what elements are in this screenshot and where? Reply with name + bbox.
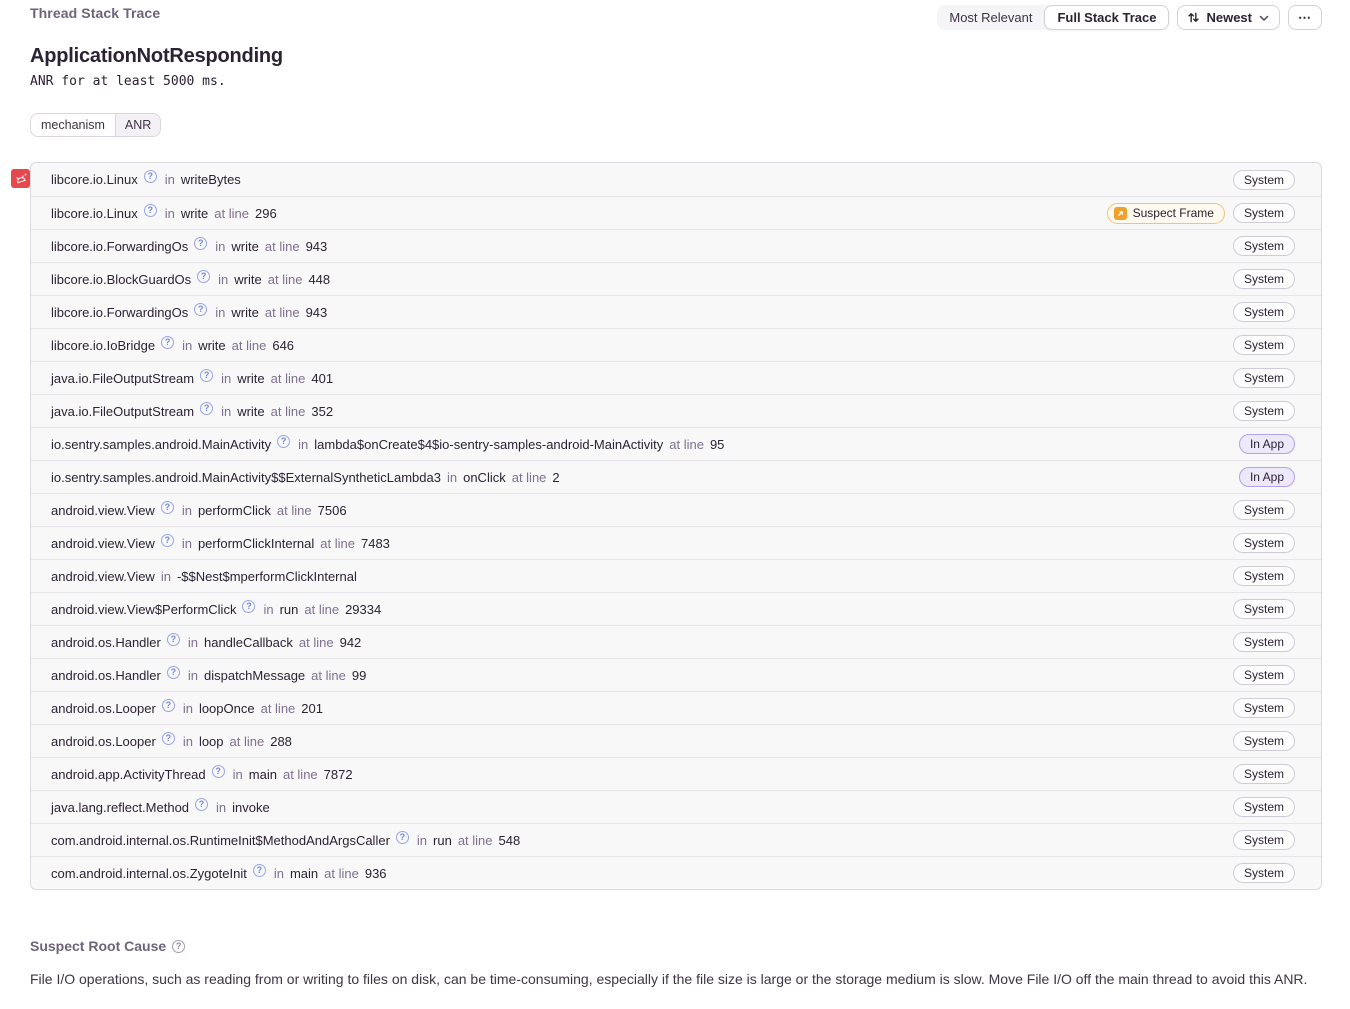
stack-frame-row[interactable] bbox=[31, 724, 1321, 757]
frame-function: performClickInternal bbox=[197, 535, 315, 551]
frame-help-icon[interactable]: ? bbox=[194, 237, 207, 250]
frame-module: com.android.internal.os.ZygoteInit bbox=[51, 865, 247, 881]
frame-badges bbox=[1233, 170, 1309, 190]
frame-info bbox=[51, 732, 292, 751]
frame-atline-label: at line bbox=[457, 832, 493, 848]
frame-package-badge: In App bbox=[1239, 434, 1295, 454]
tag-value[interactable]: ANR bbox=[115, 114, 160, 136]
frame-package-badge: System bbox=[1233, 170, 1295, 190]
frame-help-icon[interactable]: ? bbox=[253, 864, 266, 877]
frame-line: 943 bbox=[305, 304, 328, 320]
panel-header bbox=[30, 5, 1322, 30]
frame-in-label: in bbox=[182, 733, 193, 749]
stack-frame-row[interactable] bbox=[31, 493, 1321, 526]
frame-function: write bbox=[234, 271, 262, 287]
frame-module: android.view.View bbox=[51, 568, 155, 584]
frame-module: android.os.Looper bbox=[51, 733, 156, 749]
frame-in-label: in bbox=[215, 238, 226, 254]
frame-package-badge: System bbox=[1233, 500, 1295, 520]
frame-badges bbox=[1233, 566, 1309, 586]
suspect-root-cause-section bbox=[30, 938, 1322, 989]
frame-badges bbox=[1233, 401, 1309, 421]
frame-info bbox=[51, 666, 366, 685]
frame-atline-label: at line bbox=[669, 436, 704, 452]
frame-package-badge: System bbox=[1233, 236, 1295, 256]
frame-badges bbox=[1233, 698, 1309, 718]
frame-info bbox=[51, 765, 353, 784]
frame-line: 352 bbox=[311, 403, 334, 419]
frame-function: run bbox=[433, 832, 452, 848]
frame-package-badge: System bbox=[1233, 533, 1295, 553]
frame-atline-label: at line bbox=[320, 535, 355, 551]
frame-module: libcore.io.Linux bbox=[51, 205, 138, 221]
toggle-full-stack-trace[interactable]: Full Stack Trace bbox=[1044, 5, 1169, 30]
frame-module: android.app.ActivityThread bbox=[51, 766, 206, 782]
frame-module: android.view.View$PerformClick bbox=[51, 601, 237, 617]
frame-atline-label: at line bbox=[231, 337, 267, 353]
frame-line: 201 bbox=[301, 700, 323, 716]
frame-atline-label: at line bbox=[282, 766, 318, 782]
frame-package-badge: System bbox=[1233, 797, 1295, 817]
frame-line: 296 bbox=[255, 205, 277, 221]
frame-module: java.io.FileOutputStream bbox=[51, 370, 195, 386]
frame-info bbox=[51, 501, 347, 520]
root-cause-help-icon[interactable]: ? bbox=[172, 940, 185, 953]
frame-package-badge: System bbox=[1233, 203, 1295, 223]
frame-badges bbox=[1233, 599, 1309, 619]
header-controls bbox=[937, 5, 1322, 30]
frame-badges bbox=[1233, 335, 1309, 355]
tags-row bbox=[30, 113, 1322, 137]
frame-line: 646 bbox=[272, 337, 295, 353]
frame-function: performClick bbox=[197, 502, 271, 518]
frame-in-label: in bbox=[221, 403, 232, 419]
frame-badges bbox=[1233, 533, 1309, 553]
frame-in-label: in bbox=[263, 601, 274, 617]
frame-module: android.view.View bbox=[51, 535, 155, 551]
frame-help-icon[interactable]: ? bbox=[144, 204, 157, 217]
frame-help-icon[interactable]: ? bbox=[162, 732, 175, 745]
frame-in-label: in bbox=[187, 634, 198, 650]
frame-function: lambda$onCreate$4$io-sentry-samples-android-MainActivity bbox=[314, 436, 664, 452]
frame-in-label: in bbox=[215, 304, 226, 320]
frame-in-label: in bbox=[164, 205, 175, 221]
frame-atline-label: at line bbox=[267, 271, 303, 287]
frame-line: 7483 bbox=[360, 535, 390, 551]
frame-package-badge: System bbox=[1233, 401, 1295, 421]
tag-key[interactable]: mechanism bbox=[31, 114, 115, 136]
panel-title: Thread Stack Trace bbox=[30, 5, 161, 21]
frame-line: 936 bbox=[364, 865, 387, 881]
frame-package-badge: System bbox=[1233, 731, 1295, 751]
frame-badges bbox=[1233, 731, 1309, 751]
frame-atline-label: at line bbox=[511, 469, 547, 485]
sort-arrows-icon bbox=[1187, 11, 1200, 24]
frame-help-icon[interactable]: ? bbox=[161, 501, 174, 514]
frame-atline-label: at line bbox=[324, 865, 359, 881]
ellipsis-icon: ⋯ bbox=[1298, 9, 1312, 25]
frame-info bbox=[51, 470, 560, 485]
frame-package-badge: System bbox=[1233, 269, 1295, 289]
frame-info bbox=[51, 369, 333, 388]
frame-function: invoke bbox=[232, 799, 270, 815]
frame-help-icon[interactable]: ? bbox=[161, 336, 174, 349]
frame-in-label: in bbox=[216, 799, 227, 815]
frame-line: 448 bbox=[308, 271, 331, 287]
frame-badges bbox=[1233, 236, 1309, 256]
frame-in-label: in bbox=[273, 865, 284, 881]
frame-module: android.os.Handler bbox=[51, 634, 161, 650]
android-anr-icon bbox=[11, 169, 30, 188]
frame-help-icon[interactable]: ? bbox=[197, 270, 210, 283]
frame-function: write bbox=[237, 403, 265, 419]
frame-badges bbox=[1233, 269, 1309, 289]
frame-function: main bbox=[289, 865, 319, 881]
frame-in-label: in bbox=[182, 337, 193, 353]
frame-line: 942 bbox=[339, 634, 362, 650]
stack-frame-row[interactable] bbox=[31, 691, 1321, 724]
frame-atline-label: at line bbox=[264, 304, 300, 320]
frame-help-icon[interactable]: ? bbox=[195, 798, 208, 811]
frame-package-badge: System bbox=[1233, 368, 1295, 388]
frame-line: 7872 bbox=[323, 766, 353, 782]
frame-atline-label: at line bbox=[229, 733, 265, 749]
frame-package-badge: System bbox=[1233, 863, 1295, 883]
frame-info bbox=[51, 633, 361, 652]
frame-help-icon[interactable]: ? bbox=[242, 600, 255, 613]
frame-atline-label: at line bbox=[270, 403, 306, 419]
frame-badges bbox=[1233, 764, 1309, 784]
frame-atline-label: at line bbox=[298, 634, 334, 650]
frame-info bbox=[51, 170, 241, 189]
chevron-down-icon bbox=[1258, 12, 1270, 24]
frame-in-label: in bbox=[187, 667, 198, 683]
frame-function: loopOnce bbox=[198, 700, 255, 716]
frame-function: -$$Nest$mperformClickInternal bbox=[176, 568, 357, 584]
frame-line: 288 bbox=[270, 733, 292, 749]
frame-function: run bbox=[279, 601, 299, 617]
frame-in-label: in bbox=[181, 535, 192, 551]
frame-line: 29334 bbox=[345, 601, 382, 617]
frame-badges bbox=[1233, 500, 1309, 520]
frame-in-label: in bbox=[218, 271, 229, 287]
frame-info bbox=[51, 435, 724, 454]
suspect-root-cause-description: File I/O operations, such as reading from or writing to files on disk, can be time-consuming, especially if the file size is large or the storage medium is slow. Move File I/O off the main thread to avoid this ANR. bbox=[30, 971, 1308, 987]
stack-frame-row[interactable] bbox=[31, 592, 1321, 625]
stack-frame-row[interactable] bbox=[31, 856, 1321, 889]
stack-frame-row[interactable] bbox=[31, 394, 1321, 427]
frame-module: io.sentry.samples.android.MainActivity$$ExternalSyntheticLambda3 bbox=[51, 469, 441, 485]
frame-info bbox=[51, 270, 330, 289]
frame-package-badge: System bbox=[1233, 335, 1295, 355]
frame-help-icon[interactable]: ? bbox=[396, 831, 409, 844]
view-toggle bbox=[937, 5, 1169, 30]
sort-newest-button[interactable] bbox=[1177, 5, 1280, 30]
frame-package-badge: System bbox=[1233, 698, 1295, 718]
frame-atline-label: at line bbox=[264, 238, 300, 254]
frame-info bbox=[51, 303, 327, 322]
frame-module: io.sentry.samples.android.MainActivity bbox=[51, 436, 272, 452]
frame-function: loop bbox=[198, 733, 224, 749]
frame-badges bbox=[1239, 467, 1309, 487]
stack-frame-row[interactable] bbox=[31, 559, 1321, 592]
frame-help-icon[interactable]: ? bbox=[277, 435, 290, 448]
frame-in-label: in bbox=[221, 370, 232, 386]
frame-info bbox=[51, 237, 327, 256]
frame-badges bbox=[1233, 632, 1309, 652]
frame-badges bbox=[1239, 434, 1309, 454]
frame-line: 548 bbox=[498, 832, 521, 848]
stack-frame-row[interactable] bbox=[31, 526, 1321, 559]
frame-atline-label: at line bbox=[270, 370, 306, 386]
stack-frame-row[interactable] bbox=[31, 295, 1321, 328]
frame-help-icon[interactable]: ? bbox=[161, 534, 174, 547]
frame-help-icon[interactable]: ? bbox=[162, 699, 175, 712]
frame-module: android.view.View bbox=[51, 502, 155, 518]
frame-info bbox=[51, 534, 390, 553]
frame-in-label: in bbox=[160, 568, 171, 584]
frame-module: java.io.FileOutputStream bbox=[51, 403, 195, 419]
stack-frame-row[interactable] bbox=[31, 361, 1321, 394]
frame-info bbox=[51, 569, 357, 584]
frame-badges bbox=[1233, 830, 1309, 850]
frame-atline-label: at line bbox=[311, 667, 346, 683]
frame-help-icon[interactable]: ? bbox=[144, 170, 157, 183]
frame-info bbox=[51, 336, 294, 355]
stack-frame-row[interactable] bbox=[31, 229, 1321, 262]
stack-frame-row[interactable] bbox=[31, 427, 1321, 460]
frame-help-icon[interactable]: ? bbox=[167, 666, 180, 679]
frame-in-label: in bbox=[182, 700, 193, 716]
frame-atline-label: at line bbox=[276, 502, 312, 518]
frame-line: 943 bbox=[305, 238, 328, 254]
frame-badges bbox=[1233, 863, 1309, 883]
external-link-icon bbox=[1114, 207, 1127, 220]
frame-badges bbox=[1233, 302, 1309, 322]
frame-module: libcore.io.ForwardingOs bbox=[51, 238, 189, 254]
stack-frame-row[interactable] bbox=[31, 196, 1321, 229]
stack-trace-table bbox=[30, 162, 1322, 890]
frame-in-label: in bbox=[232, 766, 243, 782]
frame-help-icon[interactable]: ? bbox=[200, 402, 213, 415]
suspect-frame-label: Suspect Frame bbox=[1132, 206, 1214, 220]
frame-package-badge: System bbox=[1233, 764, 1295, 784]
frame-help-icon[interactable]: ? bbox=[167, 633, 180, 646]
frame-package-badge: In App bbox=[1239, 467, 1295, 487]
toggle-most-relevant[interactable]: Most Relevant bbox=[949, 10, 1033, 25]
frame-line: 95 bbox=[709, 436, 725, 452]
frame-package-badge: System bbox=[1233, 302, 1295, 322]
frame-function: onClick bbox=[463, 469, 506, 485]
stack-frame-row[interactable] bbox=[31, 262, 1321, 295]
frame-in-label: in bbox=[416, 832, 428, 848]
suspect-root-cause-label: Suspect Root Cause bbox=[30, 938, 167, 954]
frame-module: libcore.io.IoBridge bbox=[51, 337, 156, 353]
frame-package-badge: System bbox=[1233, 599, 1295, 619]
frame-module: libcore.io.ForwardingOs bbox=[51, 304, 189, 320]
frame-badges bbox=[1233, 665, 1309, 685]
stack-frame-row[interactable] bbox=[31, 328, 1321, 361]
frame-help-icon[interactable]: ? bbox=[194, 303, 207, 316]
frame-atline-label: at line bbox=[260, 700, 296, 716]
frame-info bbox=[51, 600, 381, 619]
frame-function: write bbox=[198, 337, 226, 353]
tag-mechanism bbox=[30, 113, 161, 137]
stack-frame-row[interactable] bbox=[31, 658, 1321, 691]
frame-module: android.os.Looper bbox=[51, 700, 156, 716]
frame-module: libcore.io.Linux bbox=[51, 172, 138, 187]
frame-function: write bbox=[231, 238, 259, 254]
frame-atline-label: at line bbox=[304, 601, 340, 617]
frame-in-label: in bbox=[181, 502, 192, 518]
frame-module: java.lang.reflect.Method bbox=[51, 799, 190, 815]
frame-badges bbox=[1107, 203, 1309, 224]
exception-type: ApplicationNotResponding bbox=[30, 45, 283, 67]
stack-frame-row[interactable] bbox=[31, 163, 1321, 196]
frame-module: android.os.Handler bbox=[51, 667, 161, 683]
frame-atline-label: at line bbox=[214, 205, 249, 221]
frame-package-badge: System bbox=[1233, 830, 1295, 850]
frame-badges bbox=[1233, 368, 1309, 388]
frame-line: 99 bbox=[351, 667, 367, 683]
frame-line: 2 bbox=[552, 469, 560, 485]
frame-package-badge: System bbox=[1233, 632, 1295, 652]
suspect-root-cause-title bbox=[30, 938, 185, 954]
frame-in-label: in bbox=[164, 172, 175, 187]
frame-function: main bbox=[248, 766, 277, 782]
exception-value: ANR for at least 5000 ms. bbox=[30, 74, 226, 89]
more-options-button[interactable] bbox=[1288, 5, 1322, 30]
frame-package-badge: System bbox=[1233, 665, 1295, 685]
stack-trace-section bbox=[30, 162, 1322, 890]
frame-badges bbox=[1233, 797, 1309, 817]
frame-line: 7506 bbox=[317, 502, 347, 518]
frame-function: handleCallback bbox=[203, 634, 293, 650]
frame-function: dispatchMessage bbox=[203, 667, 306, 683]
frame-info bbox=[51, 402, 333, 421]
frame-info bbox=[51, 699, 323, 718]
sort-label: Newest bbox=[1206, 10, 1252, 25]
frame-function: writeBytes bbox=[180, 172, 241, 187]
frame-module: libcore.io.BlockGuardOs bbox=[51, 271, 192, 287]
frame-help-icon[interactable]: ? bbox=[212, 765, 225, 778]
frame-function: write bbox=[237, 370, 265, 386]
frame-in-label: in bbox=[298, 436, 309, 452]
frame-line: 401 bbox=[311, 370, 334, 386]
stack-frame-row[interactable] bbox=[31, 757, 1321, 790]
stack-frame-row[interactable] bbox=[31, 625, 1321, 658]
frame-info bbox=[51, 204, 277, 223]
frame-package-badge: System bbox=[1233, 566, 1295, 586]
frame-info bbox=[51, 798, 270, 817]
frame-info bbox=[51, 864, 387, 883]
stack-frame-row[interactable] bbox=[31, 823, 1321, 856]
frame-help-icon[interactable]: ? bbox=[200, 369, 213, 382]
frame-function: write bbox=[231, 304, 259, 320]
frame-in-label: in bbox=[446, 469, 458, 485]
stack-frame-row[interactable] bbox=[31, 790, 1321, 823]
frame-function: write bbox=[180, 205, 209, 221]
frame-module: com.android.internal.os.RuntimeInit$MethodAndArgsCaller bbox=[51, 832, 390, 848]
frame-info bbox=[51, 831, 520, 850]
suspect-frame-badge[interactable] bbox=[1107, 203, 1225, 224]
stack-frame-row[interactable] bbox=[31, 460, 1321, 493]
